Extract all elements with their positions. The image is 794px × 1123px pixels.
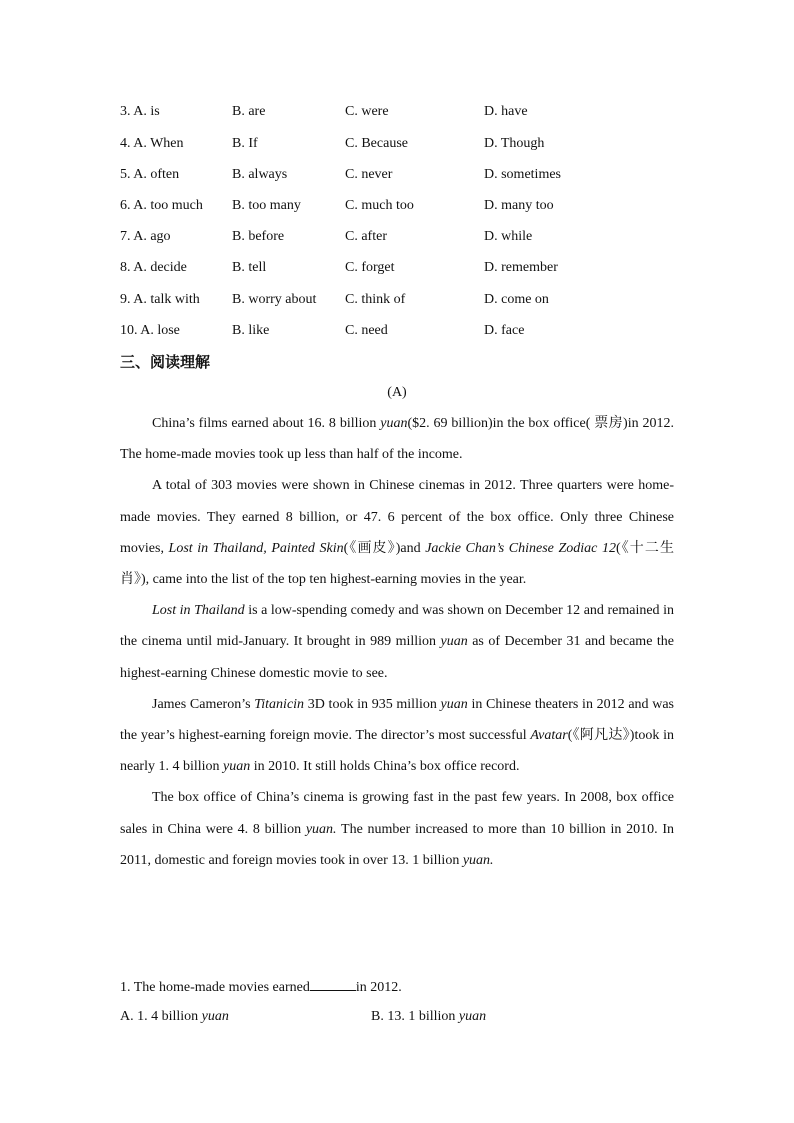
text: The box office of China’s cinema is growing fast in the past few years. In 2008, box office sales in China were 4. 8 billion xyxy=(120,790,674,837)
answer-text: A. 1. 4 billion xyxy=(120,1009,202,1024)
text: The number increased to more than 10 billion in 2010. In 2011, domestic and foreign movies took in over 13. 1 billion xyxy=(120,821,674,868)
text: in Chinese theaters in 2012 and was the year’s highest-earning foreign movie. The director’s most successful xyxy=(120,696,675,744)
text: China’s films earned about 16. 8 billion xyxy=(152,416,381,431)
option-d: D. remember xyxy=(484,260,558,275)
passage-label: (A) xyxy=(387,385,407,400)
option-c: C. think of xyxy=(345,292,406,307)
movie-title: Avatar xyxy=(530,728,568,744)
text: (《阿凡达》)took in nearly 1. 4 billion xyxy=(120,728,674,775)
option-b: B. too many xyxy=(232,198,301,213)
option-a: 7. A. ago xyxy=(120,229,171,244)
option-d: D. many too xyxy=(484,198,554,213)
option-b: B. tell xyxy=(232,260,267,275)
option-c: C. after xyxy=(345,229,387,244)
currency-word: yuan. xyxy=(462,852,494,868)
option-b: B. before xyxy=(232,229,285,244)
section-heading: 三、阅读理解 xyxy=(120,353,211,371)
option-c: C. were xyxy=(345,104,389,119)
paragraph-4 xyxy=(120,689,674,783)
paragraph-1 xyxy=(120,408,674,470)
text: A total of 303 movies were shown in Chinese cinemas in 2012. Three quarters were home-made movies. They earned 8 billion, or 47. 6 percent of the box office. Only three Chinese movies, xyxy=(120,478,674,556)
passage-body xyxy=(120,408,674,876)
currency-word: yuan xyxy=(440,696,468,712)
answer-text: B. 13. 1 billion xyxy=(371,1009,459,1024)
option-d: D. sometimes xyxy=(484,167,561,182)
option-d: D. come on xyxy=(484,292,549,307)
text: 3D took in 935 million xyxy=(304,696,441,712)
option-b: B. worry about xyxy=(232,292,317,307)
option-d: D. Though xyxy=(484,136,545,151)
option-a: 3. A. is xyxy=(120,104,160,119)
movie-title: Lost in Thailand, Painted Skin xyxy=(168,540,344,556)
text: is a low-spending comedy and was shown on December 12 and remained in the cinema until mid-January. It brought in 989 million xyxy=(120,603,674,650)
option-a: 4. A. When xyxy=(120,136,184,151)
option-a: 8. A. decide xyxy=(120,260,187,275)
text: as of December 31 and became the highest-earning Chinese domestic movie to see. xyxy=(120,634,674,681)
movie-title: Lost in Thailand xyxy=(152,603,245,619)
option-b: B. like xyxy=(232,323,270,338)
answer-option-b xyxy=(371,1007,486,1027)
currency-word: yuan. xyxy=(305,821,337,837)
text: (《十二生肖》), came into the list of the top ten highest-earning movies in the year. xyxy=(120,540,674,588)
paragraph-5 xyxy=(120,782,674,876)
text: (《画皮》)and xyxy=(343,540,426,556)
text: James Cameron’s xyxy=(152,696,255,712)
option-c: C. much too xyxy=(345,198,414,213)
option-a: 10. A. lose xyxy=(120,323,180,338)
question-text: in 2012. xyxy=(355,980,402,995)
currency-word: yuan xyxy=(201,1009,229,1024)
option-b: B. always xyxy=(232,167,288,182)
currency-word: yuan xyxy=(458,1009,487,1024)
option-b: B. are xyxy=(232,104,266,119)
option-a: 5. A. often xyxy=(120,167,180,182)
currency-word: yuan xyxy=(440,634,468,650)
paragraph-2 xyxy=(120,470,674,595)
movie-title: Jackie Chan’s Chinese Zodiac 12 xyxy=(425,540,616,556)
option-c: C. never xyxy=(345,167,393,182)
answer-blank xyxy=(310,976,356,991)
paragraph-3 xyxy=(120,595,674,689)
text: ($2. 69 billion)in the box office( 票房)in 2012. The home-made movies took up less than half of the income. xyxy=(120,416,674,463)
option-c: C. Because xyxy=(345,136,408,151)
text: in 2010. It still holds China’s box office record. xyxy=(250,759,520,775)
question-1 xyxy=(120,976,402,998)
movie-title: Titanicin xyxy=(254,696,305,712)
option-c: C. need xyxy=(345,323,388,338)
option-d: D. have xyxy=(484,104,528,119)
option-a: 9. A. talk with xyxy=(120,292,200,307)
option-a: 6. A. too much xyxy=(120,198,203,213)
option-d: D. while xyxy=(484,229,533,244)
question-text: 1. The home-made movies earned xyxy=(120,980,310,995)
option-d: D. face xyxy=(484,323,525,338)
currency-word: yuan xyxy=(223,759,251,775)
answer-option-a xyxy=(120,1007,229,1027)
currency-word: yuan xyxy=(380,416,408,431)
option-b: B. If xyxy=(232,136,258,151)
option-c: C. forget xyxy=(345,260,395,275)
